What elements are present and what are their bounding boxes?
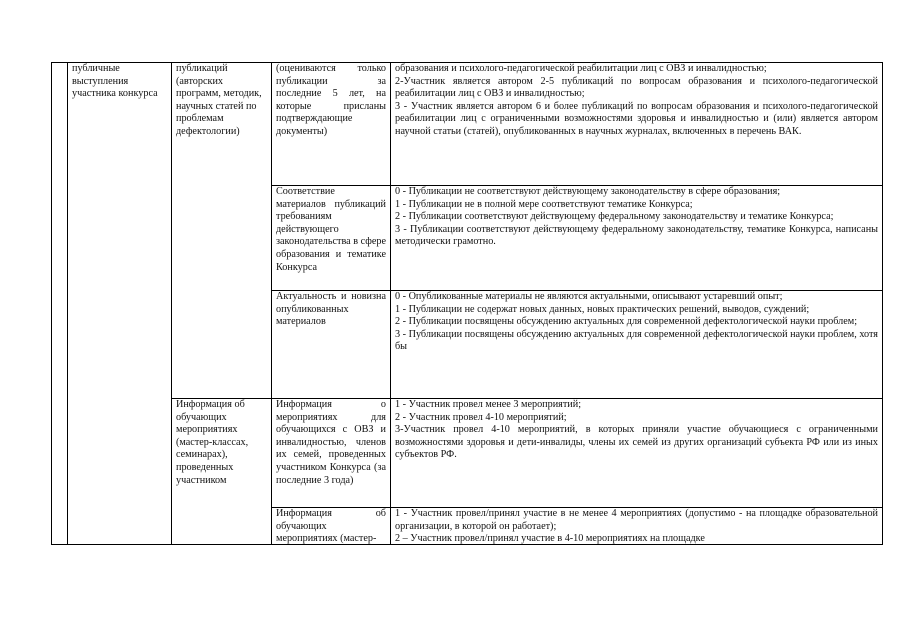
criterion-cell: Соответствие материалов публикаций требованиям действующего законодательства в сфере образования и тематике Конкурса [272, 186, 391, 291]
indicator-cell-publications: публикаций (авторских программ, методик, научных статей по проблемам дефектологии) [172, 63, 272, 399]
score-line: 3 - Участник является автором 6 и более публикаций по вопросам образования и психолого-педагогической реабилитации лиц с ограниченными возможностями здоровья и инвалидностью и (или) является автором научной статьи (статей), опубликованных в научных журналах, включенных в перечень ВАК. [395, 100, 878, 137]
criteria-table [51, 62, 883, 545]
score-line: 1 - Участник провел менее 3 мероприятий; [395, 399, 582, 410]
criterion-cell: (оцениваются только публикации за последние 5 лет, на которые присланы подтверждающие документы) [272, 63, 391, 186]
score-line: 3 - Публикации посвящены обсуждению актуальных для современной дефектологической науки проблем, хотя бы [395, 328, 878, 353]
score-cell [391, 63, 883, 186]
criterion-cell [272, 508, 391, 545]
score-cell [391, 508, 883, 545]
criterion-cell: Актуальность и новизна опубликованных материалов [272, 291, 391, 399]
score-line: 0 - Опубликованные материалы не являются актуальными, описывают устаревший опыт; [395, 291, 783, 302]
score-line: 2 - Участник провел 4-10 мероприятий; [395, 411, 567, 423]
score-line: 2 - Публикации соответствуют действующему федеральному законодательству и тематике Конкурса; [395, 211, 834, 223]
number-cell [52, 63, 68, 545]
criterion-cell: Информация о мероприятиях для обучающихся с ОВЗ и инвалидностью, членов их семей, проведенных участником Конкурса (за последние 3 года) [272, 399, 391, 508]
score-line: 1 - Участник провел/принял участие в не менее 4 мероприятиях (допустимо - на площадке образовательной организации, в которой он работает); [395, 508, 878, 532]
score-text [395, 508, 878, 544]
score-cell [391, 291, 883, 399]
score-line: 3-Участник провел 4-10 мероприятий, в которых приняли участие обучающиеся с ограниченными возможностями здоровья и дети-инвалиды, члены их семей из других организаций субъекта РФ или из иных субъектов РФ. [395, 424, 878, 461]
score-line: 1 - Публикации не в полной мере соответствуют тематике Конкурса; [395, 198, 693, 210]
score-line: 2-Участник является автором 2-5 публикаций по вопросам образования и психолого-педагогической реабилитации лиц с ОВЗ и инвалидностью; [395, 75, 878, 100]
score-cell [391, 399, 883, 508]
score-line: 3 - Публикации соответствуют действующему федеральному законодательству, тематике Конкурса, написаны методически грамотно. [395, 223, 878, 248]
score-line: 2 – Участник провел/принял участие в 4-10 мероприятиях на площадке [395, 533, 705, 544]
indicator-cell-events: Информация об обучающих мероприятиях (мастер-классах, семинарах), проведенных участником [172, 399, 272, 545]
nomination-cell: публичные выступления участника конкурса [68, 63, 172, 545]
score-line: образования и психолого-педагогической реабилитации лиц с ОВЗ и инвалидностью; [395, 63, 767, 74]
score-cell [391, 186, 883, 291]
score-line: 1 - Публикации не содержат новых данных, новых практических решений, выводов, суждений; [395, 303, 810, 315]
score-line: 2 - Публикации посвящены обсуждению актуальных для современной дефектологической науки проблем; [395, 316, 858, 328]
criterion-text: Информация об обучающих мероприятиях (мастер- [276, 508, 386, 544]
table-row [52, 63, 883, 186]
score-line: 0 - Публикации не соответствуют действующему законодательству в сфере образования; [395, 186, 781, 197]
table-row [52, 399, 883, 508]
